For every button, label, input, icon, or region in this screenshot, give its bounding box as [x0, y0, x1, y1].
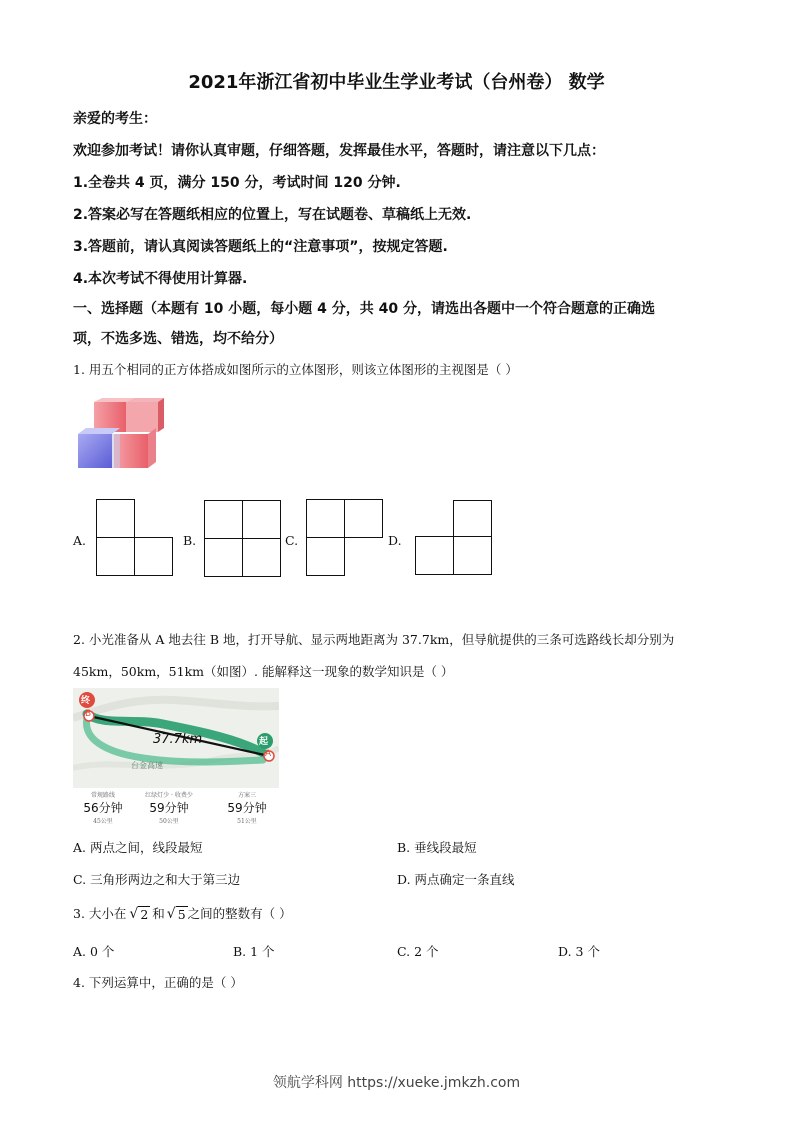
- note-2: 2.答案必写在答题纸相应的位置上，写在试题卷、草稿纸上无效.: [73, 207, 472, 223]
- question-3-text: [73, 904, 292, 922]
- q2-option-c: C. 三角形两边之和大于第三边: [73, 872, 241, 887]
- question-2-line2: 45km，50km，51km（如图）. 能解释这一现象的数学知识是（ ）: [73, 664, 454, 679]
- point-a-label: A: [265, 749, 272, 759]
- q2-option-b: B. 垂线段最短: [397, 840, 477, 855]
- route-options: [73, 790, 279, 830]
- page-footer: 领航学科网 https://xueke.jmkzh.com: [272, 1075, 521, 1091]
- q3-prefix: 3. 大小在: [73, 906, 127, 921]
- q3-radicand-2: 5: [177, 907, 186, 922]
- welcome-text: 欢迎参加考试！请你认真审题，仔细答题，发挥最佳水平，答题时，请注意以下几点：: [73, 143, 605, 159]
- question-2-line1: 2. 小光准备从 A 地去往 B 地，打开导航、显示两地距离为 37.7km，但导航提供的三条可选路线长却分别为: [73, 632, 675, 647]
- q1-option-b-label: B.: [183, 533, 197, 548]
- note-3: 3.答题前，请认真阅读答题纸上的“注意事项”，按规定答题.: [73, 239, 448, 255]
- road-label: 台金高速: [131, 761, 163, 770]
- note-4: 4.本次考试不得使用计算器.: [73, 271, 248, 287]
- section-heading-line1: 一、选择题（本题有 10 小题，每小题 4 分，共 40 分，请选出各题中一个符合题意的正确选: [73, 301, 655, 317]
- point-b-label: B: [85, 709, 92, 719]
- question-1-text: 1. 用五个相同的正方体搭成如图所示的立体图形，则该立体图形的主视图是（ ）: [73, 362, 518, 377]
- cube-figure: [74, 398, 164, 474]
- note-1: 1.全卷共 4 页，满分 150 分，考试时间 120 分钟.: [73, 175, 401, 191]
- q2-option-a: A. 两点之间，线段最短: [73, 840, 203, 855]
- distance-label: 37.7km: [153, 732, 203, 747]
- route-1: 常规路线 56分钟 45公里: [83, 792, 123, 825]
- sqrt-sign-icon: √: [129, 906, 139, 922]
- route-map: [73, 688, 279, 788]
- question-4-text: 4. 下列运算中，正确的是（ ）: [73, 975, 243, 990]
- end-badge: 终: [81, 696, 91, 706]
- q2-option-d: D. 两点确定一条直线: [397, 872, 515, 887]
- sqrt-sign-icon: √: [166, 906, 176, 922]
- route-2: 红绿灯少 · 收费少 59分钟 50公里: [145, 792, 193, 825]
- q1-option-c-label: C.: [285, 533, 299, 548]
- q3-option-c: C. 2 个: [397, 944, 439, 959]
- greeting: 亲爱的考生：: [73, 111, 157, 127]
- route-3: 方案三 59分钟 51公里: [227, 792, 267, 825]
- section-heading-line2: 项，不选多选、错选，均不给分）: [73, 331, 283, 347]
- start-badge: 起: [259, 737, 269, 747]
- q3-suffix: 之间的整数有（ ）: [187, 906, 292, 921]
- q3-radicand-1: 2: [140, 907, 149, 922]
- q3-mid: 和: [152, 906, 165, 921]
- page-title: 2021年浙江省初中毕业生学业考试（台州卷） 数学: [188, 72, 605, 93]
- q1-option-a-label: A.: [73, 533, 87, 548]
- q3-option-b: B. 1 个: [233, 944, 275, 959]
- q3-option-a: A. 0 个: [73, 944, 115, 959]
- q3-option-d: D. 3 个: [558, 944, 600, 959]
- q1-option-d-label: D.: [388, 533, 402, 548]
